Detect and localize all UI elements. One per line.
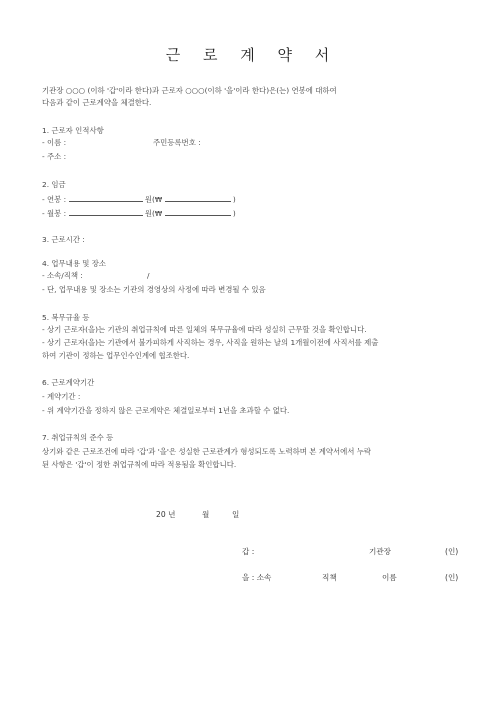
party-b-name-label: 이름 xyxy=(382,573,397,582)
monthly-amount-blank xyxy=(69,207,143,216)
date-month: 월 xyxy=(202,510,210,519)
section-5-heading: 5. 복무규율 등 xyxy=(42,313,90,322)
section-7-line-2: 된 사항은 '갑'이 정한 취업규칙에 따라 적용됨을 확인합니다. xyxy=(42,460,237,469)
monthly-salary-label: - 월봉 : xyxy=(42,209,67,218)
party-a-title: 기관장 xyxy=(369,547,392,556)
annual-close-paren: ) xyxy=(232,195,236,204)
intro-line-2: 다음과 같이 근로계약을 체결한다. xyxy=(42,98,152,107)
section-3-heading: 3. 근로시간 : xyxy=(42,235,85,244)
contract-period-label: - 계약기간 : xyxy=(42,392,81,401)
party-a-label: 갑 : xyxy=(242,547,255,556)
section-6-note: - 위 계약기간을 정하지 않은 근로계약은 체결일로부터 1년을 초과할 수 없다. xyxy=(42,406,290,415)
monthly-close-paren: ) xyxy=(232,209,236,218)
section-5-line-2: - 상기 근로자(을)는 기관에서 불가피하게 사직하는 경우, 사직을 원하는 날의 1개월이전에 사직서를 제출 xyxy=(42,338,379,347)
dept-position-slash: / xyxy=(147,271,150,280)
section-5-line-3: 하여 기관이 정하는 업무인수인계에 협조한다. xyxy=(42,351,190,360)
address-label: - 주소 : xyxy=(42,152,67,161)
document-title: 근 로 계 약 서 xyxy=(165,46,339,64)
party-a-seal: (인) xyxy=(445,547,459,556)
section-5-line-1: - 상기 근로자(을)는 기관의 취업규칙에 따른 일체의 복무규율에 따라 성실히 근무할 것을 확인합니다. xyxy=(42,325,367,334)
section-6-heading: 6. 근로계약기간 xyxy=(42,378,95,387)
date-year: 20 년 xyxy=(156,510,176,519)
party-b-position-label: 직책 xyxy=(322,573,337,582)
section-2-heading: 2. 임금 xyxy=(42,180,66,189)
monthly-salary-row xyxy=(42,207,236,219)
date-day: 일 xyxy=(232,510,240,519)
monthly-won-blank xyxy=(165,207,231,216)
section-4-note: - 단, 업무내용 및 장소는 기관의 경영상의 사정에 따라 변경될 수 있음 xyxy=(42,285,266,294)
party-b-seal: (인) xyxy=(445,573,459,582)
section-1-heading: 1. 근로자 인적사항 xyxy=(42,126,104,135)
section-4-heading: 4. 업무내용 및 장소 xyxy=(42,259,107,268)
id-number-label: 주민등록번호 : xyxy=(153,138,201,147)
section-7-heading: 7. 취업규칙의 준수 등 xyxy=(42,433,114,442)
annual-salary-label: - 연봉 : xyxy=(42,195,67,204)
name-label: - 이름 : xyxy=(42,138,67,147)
monthly-won-label: 원(₩ xyxy=(144,209,163,218)
intro-line-1: 기관장 ○○○ (이하 '갑'이라 한다)과 근로자 ○○○(이하 '을'이라 한다)은(는) 연봉에 대하여 xyxy=(42,86,337,95)
annual-won-blank xyxy=(165,193,231,202)
annual-won-label: 원(₩ xyxy=(144,195,163,204)
dept-position-label: - 소속/직책 : xyxy=(42,271,83,280)
annual-salary-row xyxy=(42,193,236,205)
annual-amount-blank xyxy=(69,193,143,202)
section-7-line-1: 상기와 같은 근로조건에 따라 '갑'과 '을'은 성실한 근로관계가 형성되도록 노력하며 본 계약서에서 누락 xyxy=(42,447,372,456)
party-b-dept-label: 을 : 소속 xyxy=(242,573,272,582)
